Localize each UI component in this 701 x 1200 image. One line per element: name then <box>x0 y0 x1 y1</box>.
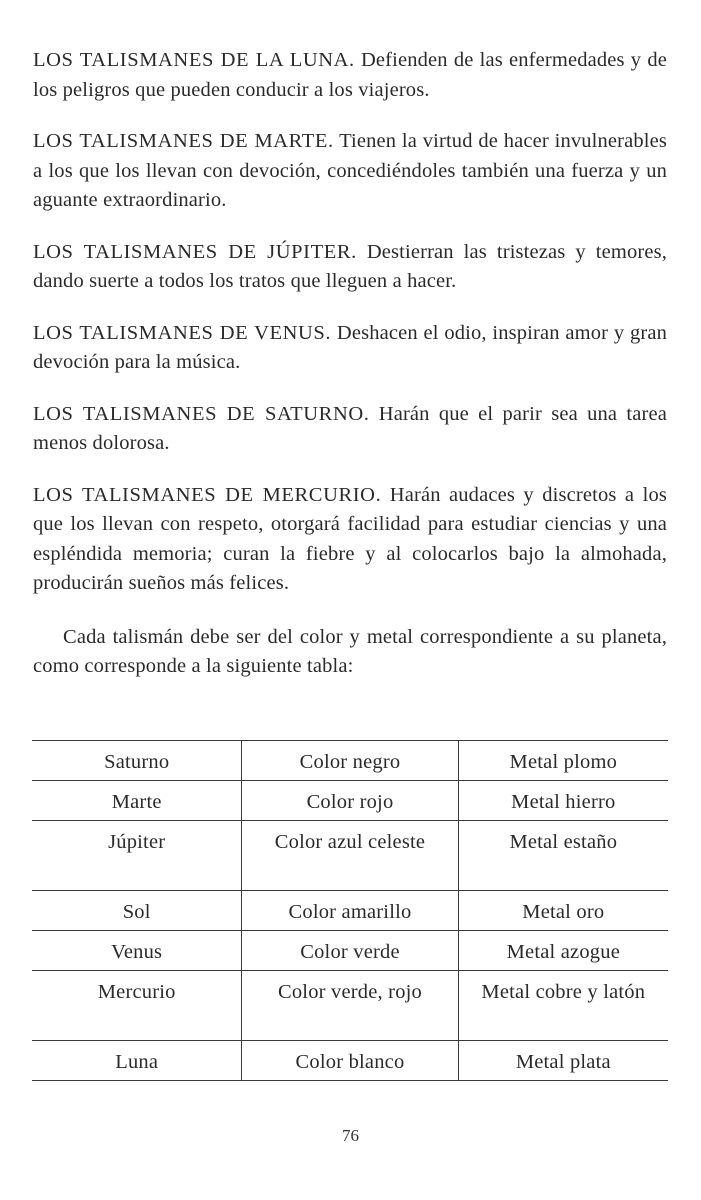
paragraph-jupiter <box>33 238 667 297</box>
intro-paragraph: Cada talismán debe ser del color y metal correspondiente a su planeta, como corresponde a la siguiente tabla: <box>33 625 667 677</box>
paragraph-heading: LOS TALISMANES DE SATURNO. <box>33 402 370 425</box>
color-cell: Color amarillo <box>242 891 458 931</box>
paragraph-marte <box>33 127 667 216</box>
correspondence-table <box>32 740 668 1081</box>
paragraph-heading: LOS TALISMANES DE JÚPITER. <box>33 240 357 263</box>
paragraph-heading: LOS TALISMANES DE LA LUNA. <box>33 49 355 71</box>
planet-cell: Venus <box>32 931 242 971</box>
metal-cell: Metal estaño <box>458 821 668 891</box>
color-cell: Color rojo <box>242 781 458 821</box>
metal-cell: Metal cobre y latón <box>458 971 668 1041</box>
color-cell: Color negro <box>242 741 458 781</box>
table-row <box>32 971 668 1041</box>
page-body <box>33 46 667 682</box>
paragraph-text: Harán audaces y discretos a los que los llevan con respeto, otorgará facilidad para estudiar ciencias y una espléndida memoria; curan la fiebre y al colocarlos bajo la almohada, producirán sueños más felices. <box>33 483 667 594</box>
correspondence-table-container <box>32 740 668 1081</box>
paragraph-text: Harán que el parir sea una tarea menos dolorosa. <box>33 402 667 454</box>
planet-cell: Marte <box>32 781 242 821</box>
color-cell: Color blanco <box>242 1041 458 1081</box>
metal-cell: Metal hierro <box>458 781 668 821</box>
paragraph-text: Deshacen el odio, inspiran amor y gran devoción para la música. <box>33 321 667 373</box>
table-row <box>32 781 668 821</box>
paragraph-heading: LOS TALISMANES DE MARTE. <box>33 130 334 152</box>
planet-cell: Júpiter <box>32 821 242 891</box>
color-cell: Color azul celeste <box>242 821 458 891</box>
page-number: 76 <box>342 1126 359 1145</box>
paragraph-text: Defienden de las enfermedades y de los peligros que pueden conducir a los viajeros. <box>33 49 667 101</box>
planet-cell: Saturno <box>32 741 242 781</box>
paragraph-saturno <box>33 400 667 459</box>
color-cell: Color verde <box>242 931 458 971</box>
metal-cell: Metal plomo <box>458 741 668 781</box>
paragraph-heading: LOS TALISMANES DE VENUS. <box>33 321 332 344</box>
metal-cell: Metal plata <box>458 1041 668 1081</box>
paragraph-luna <box>33 46 667 105</box>
table-row <box>32 821 668 891</box>
table-row <box>32 1041 668 1081</box>
planet-cell: Mercurio <box>32 971 242 1041</box>
table-row <box>32 931 668 971</box>
paragraph-text: Tienen la virtud de hacer invulnerables a los que los llevan con devoción, concediéndoles también una fuerza y un aguante extraordinario. <box>33 130 667 211</box>
paragraph-mercurio <box>33 481 667 599</box>
paragraph-venus <box>33 319 667 378</box>
paragraph-heading: LOS TALISMANES DE MERCURIO. <box>33 483 382 506</box>
planet-cell: Luna <box>32 1041 242 1081</box>
color-cell: Color verde, rojo <box>242 971 458 1041</box>
planet-cell: Sol <box>32 891 242 931</box>
table-row <box>32 891 668 931</box>
paragraph-text: Destierran las tristezas y temores, dando suerte a todos los tratos que lleguen a hacer. <box>33 240 667 292</box>
metal-cell: Metal azogue <box>458 931 668 971</box>
table-row <box>32 741 668 781</box>
metal-cell: Metal oro <box>458 891 668 931</box>
